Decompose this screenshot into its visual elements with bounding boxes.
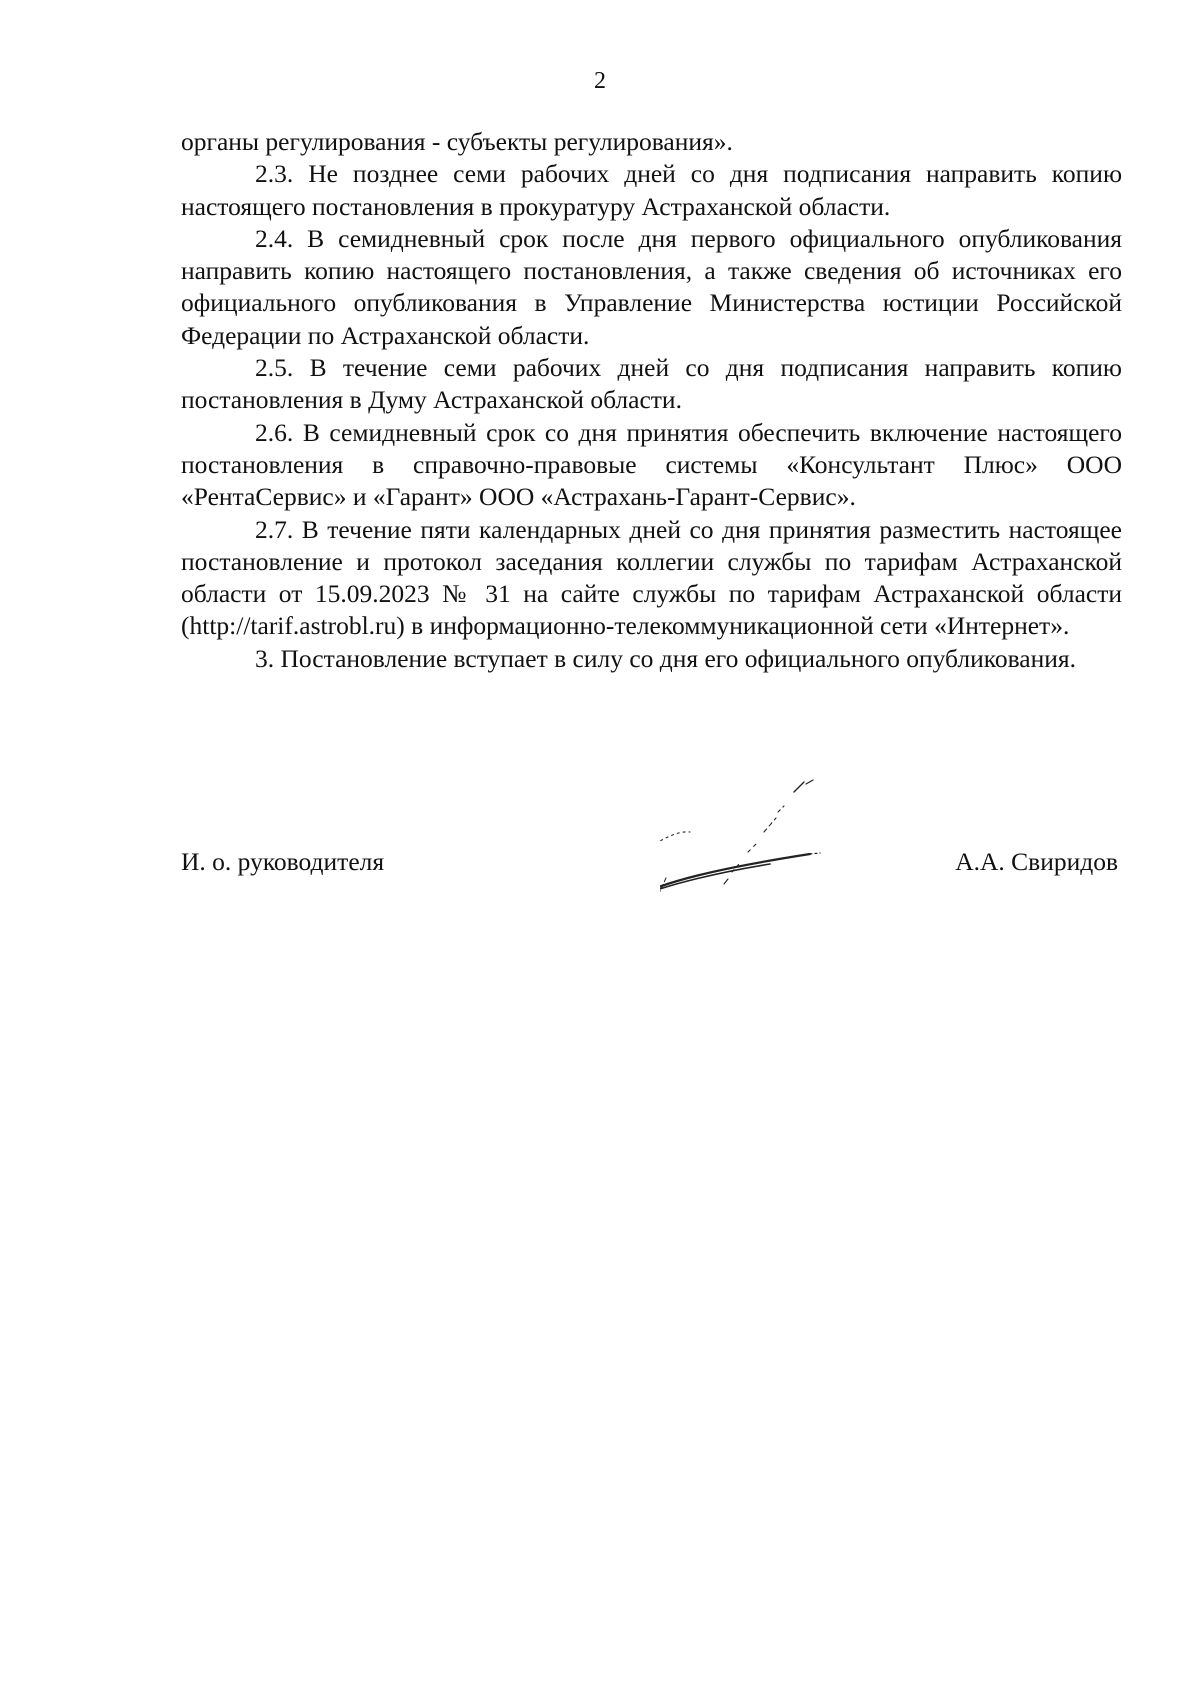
paragraph-2-7: 2.7. В течение пяти календарных дней со дня принятия разместить настоящее постановление и протокол заседания коллегии службы по тарифам Астраханской области от 15.09.2023 № 31 на сайте службы по тарифам Астраханской области (http://tarif.astrobl.ru) в информационно-телекоммуникационной сети «Интернет». bbox=[181, 514, 1122, 641]
handwritten-signature bbox=[660, 760, 900, 990]
paragraph-2-4: 2.4. В семидневный срок после дня первого официального опубликования направить копию настоящего постановления, а также сведения об источниках его официального опубликования в Управление Министерства юстиции Российской Федерации по Астраханской области. bbox=[181, 223, 1122, 350]
paragraph-3: 3. Постановление вступает в силу со дня его официального опубликования. bbox=[255, 643, 1076, 673]
page-number: 2 bbox=[594, 68, 606, 94]
paragraph-2-3: 2.3. Не позднее семи рабочих дней со дня подписания направить копию настоящего постановления в прокуратуру Астраханской области. bbox=[181, 159, 1122, 221]
paragraph-2-5: 2.5. В течение семи рабочих дней со дня подписания направить копию постановления в Думу Астраханской области. bbox=[181, 353, 1122, 415]
paragraph-2-6: 2.6. В семидневный срок со дня принятия обеспечить включение настоящего постановления в справочно-правовые системы «Консультант Плюс» ООО «РентаСервис» и «Гарант» ООО «Астрахань-Гарант-Сервис». bbox=[181, 417, 1122, 512]
signatory-position: И. о. руководителя bbox=[181, 847, 385, 876]
signatory-name: А.А. Свиридов bbox=[955, 847, 1118, 876]
document-body bbox=[181, 126, 1122, 675]
paragraph-continuation: органы регулирования - субъекты регулирования». bbox=[181, 127, 733, 156]
